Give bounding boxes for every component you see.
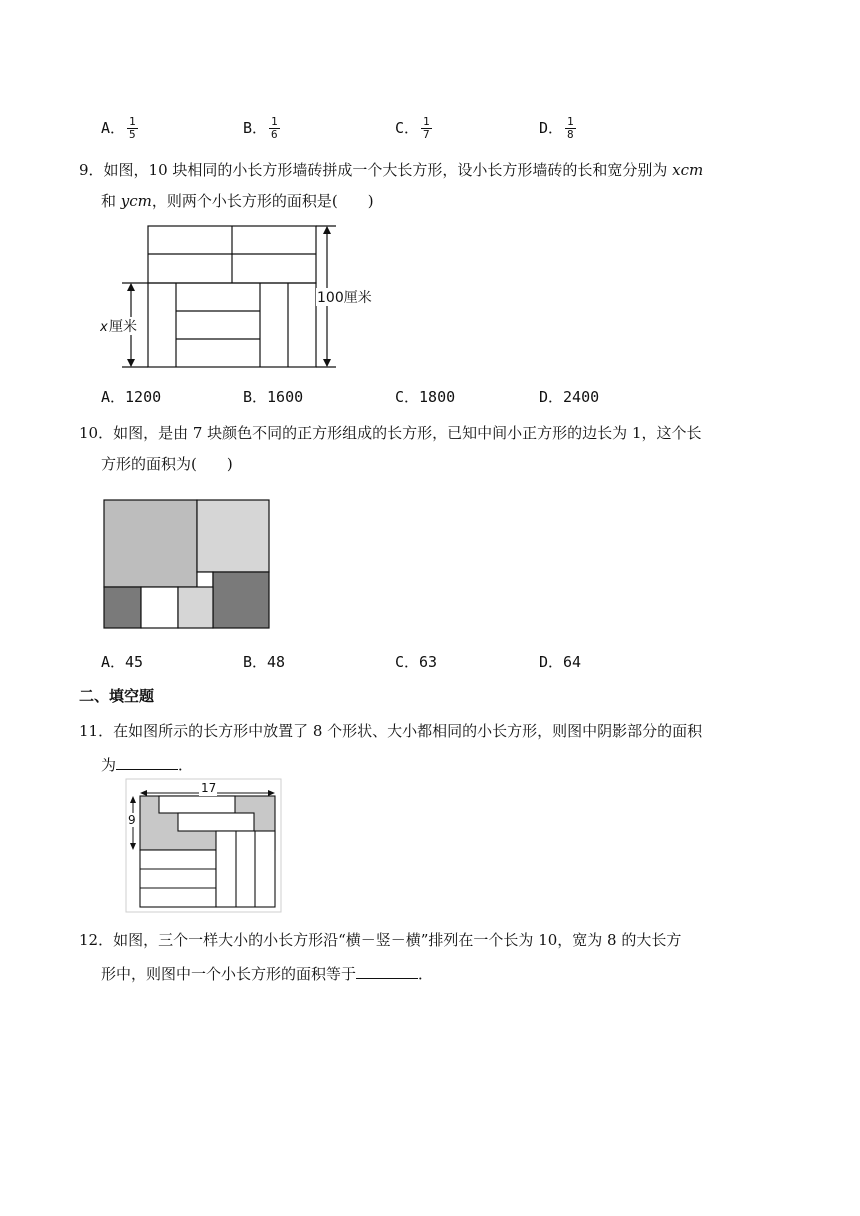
numerator: 1 — [129, 115, 136, 128]
q9-option-c: C．1800 — [395, 388, 456, 406]
section-title: 二、填空题 — [79, 687, 155, 705]
fraction — [565, 116, 576, 141]
denominator: 8 — [567, 128, 574, 141]
answer-blank[interactable] — [356, 964, 418, 979]
arrow-head — [323, 359, 331, 367]
q11-stem-line1: 11．在如图所示的长方形中放置了 8 个形状、大小都相同的小长方形，则图中阴影部分的面积 — [79, 722, 703, 740]
x-unit-label: 厘米 — [109, 319, 137, 335]
q10-stem-line1: 10．如图，是由 7 块颜色不同的正方形组成的长方形，已知中间小正方形的边长为 1，这个长 — [79, 424, 702, 442]
q9-stem-line1 — [79, 159, 703, 180]
square-large — [104, 500, 197, 587]
var-y: ycm — [120, 192, 152, 210]
q12-text: ． — [418, 965, 434, 983]
arrow-head — [127, 359, 135, 367]
q10-figure — [100, 496, 274, 634]
x-label: x — [100, 320, 108, 335]
q9-option-d: D．2400 — [539, 388, 600, 406]
var-x: xcm — [672, 161, 704, 179]
square-center — [197, 572, 213, 588]
q10-option-c: C．63 — [395, 653, 438, 671]
q10-stem-line2: 方形的面积为( ) — [101, 455, 233, 473]
fraction — [269, 116, 280, 141]
denominator: 5 — [129, 128, 136, 141]
q9-stem-line2 — [101, 190, 374, 211]
q8-option-b — [243, 116, 280, 141]
q12-stem-line1: 12．如图，三个一样大小的小长方形沿“横－竖－横”排列在一个长为 10，宽为 8 的大长方 — [79, 931, 682, 949]
arrow-head — [140, 790, 147, 796]
q11-text: 为 — [101, 756, 117, 774]
square-bottom-mid — [141, 587, 178, 628]
arrow-head — [323, 226, 331, 234]
q8-option-d — [539, 116, 576, 141]
numerator: 1 — [423, 115, 430, 128]
q9-text: 和 — [101, 192, 121, 210]
q12-stem-line2 — [101, 963, 433, 984]
square-top-right — [197, 500, 269, 572]
h100-label: 100厘米 — [317, 290, 372, 306]
denominator: 7 — [423, 128, 430, 141]
q12-text: 形中，则图中一个小长方形的面积等于 — [101, 965, 357, 983]
q11-text: ． — [178, 756, 194, 774]
stacked-rects — [140, 850, 216, 907]
option-letter: A． — [101, 119, 126, 137]
vertical-rects — [216, 831, 275, 907]
q10-option-a: A．45 — [101, 653, 144, 671]
square-bottom-mid2 — [178, 587, 213, 628]
numerator: 1 — [271, 115, 278, 128]
q10-option-b: B．48 — [243, 653, 286, 671]
option-letter: C． — [395, 119, 420, 137]
q11-stem-line2 — [101, 754, 193, 775]
option-letter: D． — [539, 119, 564, 137]
label-9: 9 — [128, 813, 136, 827]
square-bottom-right — [213, 572, 269, 628]
small-rect — [178, 813, 254, 831]
arrow-head — [130, 796, 136, 803]
q8-option-a — [101, 116, 138, 141]
q11-figure — [125, 778, 283, 914]
arrow-head — [127, 283, 135, 291]
fraction — [127, 116, 138, 141]
q9-text: 9．如图，10 块相同的小长方形墙砖拼成一个大长方形，设小长方形墙砖的长和宽分别为 — [79, 161, 673, 179]
q9-figure — [100, 220, 390, 372]
q8-option-c — [395, 116, 432, 141]
small-rect — [159, 796, 235, 813]
numerator: 1 — [567, 115, 574, 128]
arrow-head — [268, 790, 275, 796]
q9-text: ，则两个小长方形的面积是( ) — [151, 192, 374, 210]
q10-option-d: D．64 — [539, 653, 582, 671]
fraction — [421, 116, 432, 141]
answer-blank[interactable] — [116, 755, 178, 770]
arrow-head — [130, 843, 136, 850]
denominator: 6 — [271, 128, 278, 141]
q9-option-b: B．1600 — [243, 388, 304, 406]
square-bottom-left — [104, 587, 141, 628]
bottom-bricks — [148, 283, 316, 367]
q9-option-a: A．1200 — [101, 388, 162, 406]
label-17: 17 — [201, 781, 217, 795]
option-letter: B． — [243, 119, 268, 137]
